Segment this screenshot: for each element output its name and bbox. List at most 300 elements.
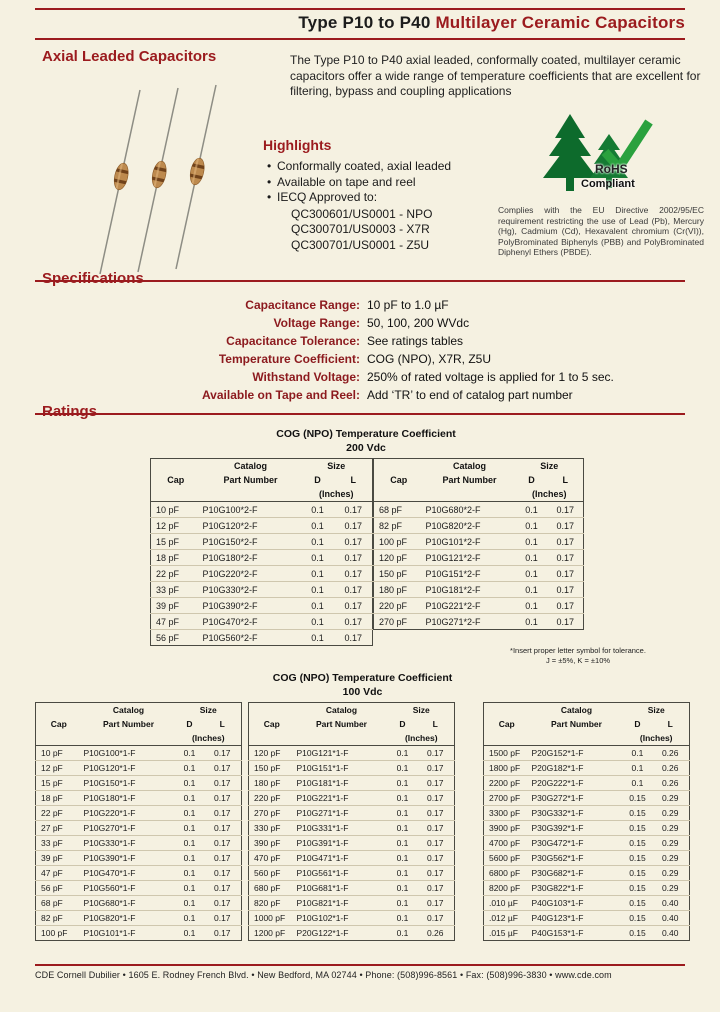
part-number-cell: P10G180*1-F bbox=[82, 791, 176, 806]
d-cell: 0.1 bbox=[516, 582, 548, 598]
d-cell: 0.1 bbox=[176, 791, 204, 806]
l-cell: 0.17 bbox=[204, 791, 242, 806]
cap-cell: 3900 pF bbox=[483, 821, 529, 836]
table-row bbox=[151, 582, 373, 598]
l-cell: 0.17 bbox=[213, 928, 231, 938]
highlights-title: Highlights bbox=[263, 137, 332, 153]
part-number-cell: P20G122*1-F bbox=[296, 928, 349, 938]
l-cell: 0.17 bbox=[416, 761, 454, 776]
d-cell: 0.1 bbox=[623, 776, 651, 791]
table-row bbox=[248, 881, 454, 896]
table-row bbox=[248, 746, 454, 761]
ratings-table-200v-left bbox=[150, 458, 373, 646]
table-row bbox=[248, 776, 454, 791]
cap-cell: 27 pF bbox=[36, 821, 82, 836]
d-cell: 0.1 bbox=[301, 614, 335, 630]
l-cell: 0.17 bbox=[416, 896, 454, 911]
part-number-cell: P10G121*2-F bbox=[424, 550, 516, 566]
cap-cell: 680 pF bbox=[248, 881, 294, 896]
l-cell: 0.17 bbox=[204, 836, 242, 851]
l-cell: 0.17 bbox=[344, 632, 363, 643]
cap-cell: 6800 pF bbox=[483, 866, 529, 881]
table-row bbox=[151, 502, 373, 518]
part-number-cell: P20G152*1-F bbox=[529, 746, 623, 761]
table-row bbox=[483, 881, 689, 896]
ratings-rule bbox=[35, 413, 685, 415]
header-catalog: Catalog bbox=[325, 705, 358, 715]
cap-cell: 33 pF bbox=[151, 582, 201, 598]
capacitor-body bbox=[149, 159, 169, 189]
l-cell: 0.17 bbox=[335, 550, 373, 566]
table-row bbox=[36, 806, 242, 821]
spec-value: See ratings tables bbox=[367, 334, 464, 348]
spec-row bbox=[35, 350, 685, 368]
cap-cell: 150 pF bbox=[374, 566, 424, 582]
header-l: L bbox=[562, 475, 569, 485]
cap-cell: 5600 pF bbox=[483, 851, 529, 866]
spec-row bbox=[35, 314, 685, 332]
header-cap: Cap bbox=[263, 719, 280, 729]
part-number-cell: P10G271*1-F bbox=[294, 806, 388, 821]
cap-cell: 270 pF bbox=[379, 616, 408, 627]
cap-cell: 22 pF bbox=[36, 806, 82, 821]
l-cell: 0.17 bbox=[416, 851, 454, 866]
cap-cell: 56 pF bbox=[36, 881, 82, 896]
table-row bbox=[36, 896, 242, 911]
table-row bbox=[36, 776, 242, 791]
specifications-title: Specifications bbox=[42, 270, 144, 287]
table-header bbox=[248, 703, 454, 746]
part-number-cell: P30G332*1-F bbox=[529, 806, 623, 821]
table-row bbox=[483, 851, 689, 866]
table-row bbox=[374, 550, 584, 566]
header-part-number: Part Number bbox=[102, 719, 154, 729]
part-number-cell: P10G820*2-F bbox=[424, 518, 516, 534]
table-row bbox=[151, 598, 373, 614]
cap-cell: 3300 pF bbox=[483, 806, 529, 821]
header-d: D bbox=[528, 475, 535, 485]
l-cell: 0.17 bbox=[335, 614, 373, 630]
cap-cell: 120 pF bbox=[374, 550, 424, 566]
cap-cell: 18 pF bbox=[36, 791, 82, 806]
part-number-cell: P30G562*1-F bbox=[529, 851, 623, 866]
part-number-cell: P10G220*2-F bbox=[201, 566, 301, 582]
cap-cell: 390 pF bbox=[248, 836, 294, 851]
d-cell: 0.1 bbox=[516, 502, 548, 518]
header-inches: (Inches) bbox=[319, 489, 354, 499]
part-number-cell: P10G120*1-F bbox=[82, 761, 176, 776]
cap-cell: 100 pF bbox=[41, 928, 68, 938]
part-number-cell: P10G181*1-F bbox=[294, 776, 388, 791]
d-cell: 0.15 bbox=[623, 881, 651, 896]
part-number-cell: P30G822*1-F bbox=[529, 881, 623, 896]
table-row bbox=[36, 821, 242, 836]
cap-cell: 56 pF bbox=[156, 632, 180, 643]
d-cell: 0.15 bbox=[629, 928, 646, 938]
specifications-heading-block bbox=[0, 270, 720, 290]
l-cell: 0.17 bbox=[548, 502, 584, 518]
header-part-number: Part Number bbox=[315, 719, 367, 729]
cap-cell: 10 pF bbox=[36, 746, 82, 761]
l-cell: 0.17 bbox=[204, 746, 242, 761]
cap-cell: .010 µF bbox=[483, 896, 529, 911]
cap-cell: 68 pF bbox=[374, 502, 424, 518]
l-cell: 0.29 bbox=[651, 791, 689, 806]
header-catalog: Catalog bbox=[112, 705, 145, 715]
table-row bbox=[374, 614, 584, 630]
table-row bbox=[151, 630, 373, 646]
capacitor-body bbox=[187, 156, 207, 186]
l-cell: 0.17 bbox=[548, 582, 584, 598]
table-row bbox=[36, 746, 242, 761]
header-size: Size bbox=[199, 705, 217, 715]
d-cell: 0.1 bbox=[396, 928, 409, 938]
table-header bbox=[483, 703, 689, 746]
cap-cell: 220 pF bbox=[374, 598, 424, 614]
table-row bbox=[248, 821, 454, 836]
cap-cell: 47 pF bbox=[151, 614, 201, 630]
cap-cell: 47 pF bbox=[36, 866, 82, 881]
cap-cell: .012 µF bbox=[483, 911, 529, 926]
approval-line: QC300701/US0001 - Z5U bbox=[291, 237, 430, 252]
l-cell: 0.17 bbox=[416, 746, 454, 761]
cap-cell: 1000 pF bbox=[248, 911, 294, 926]
d-cell: 0.1 bbox=[176, 896, 204, 911]
d-cell: 0.1 bbox=[388, 836, 416, 851]
part-number-cell: P10G221*2-F bbox=[424, 598, 516, 614]
spec-label: Withstand Voltage: bbox=[252, 370, 360, 384]
table-row bbox=[151, 518, 373, 534]
spec-row bbox=[35, 332, 685, 350]
header-part-number: Part Number bbox=[442, 475, 497, 485]
part-number-cell: P10G560*1-F bbox=[82, 881, 176, 896]
d-cell: 0.1 bbox=[176, 746, 204, 761]
table-row bbox=[36, 761, 242, 776]
d-cell: 0.1 bbox=[301, 518, 335, 534]
ratings-tables-200v bbox=[150, 458, 584, 646]
spec-label: Available on Tape and Reel: bbox=[201, 388, 360, 402]
header-d: D bbox=[634, 719, 641, 729]
footer-contact-line: CDE Cornell Dubilier • 1605 E. Rodney French Blvd. • New Bedford, MA 02744 • Phone: (508)996-8561 • Fax: (508)996-3830 • www.cde.com bbox=[35, 970, 612, 980]
highlights-section bbox=[263, 137, 513, 253]
header-l: L bbox=[667, 719, 673, 729]
part-number-cell: P40G103*1-F bbox=[529, 896, 623, 911]
d-cell: 0.1 bbox=[301, 582, 335, 598]
cap-cell: 1500 pF bbox=[483, 746, 529, 761]
l-cell: 0.17 bbox=[204, 776, 242, 791]
l-cell: 0.17 bbox=[548, 518, 584, 534]
cap-cell: 330 pF bbox=[248, 821, 294, 836]
d-cell: 0.1 bbox=[516, 566, 548, 582]
d-cell: 0.1 bbox=[301, 502, 335, 518]
d-cell: 0.1 bbox=[623, 746, 651, 761]
cap-cell: 180 pF bbox=[374, 582, 424, 598]
l-cell: 0.40 bbox=[651, 896, 689, 911]
approval-line: QC300701/US0003 - X7R bbox=[291, 222, 430, 236]
l-cell: 0.17 bbox=[204, 896, 242, 911]
spec-value: 250% of rated voltage is applied for 1 to 5 sec. bbox=[367, 370, 614, 384]
part-number-cell: P30G472*1-F bbox=[529, 836, 623, 851]
ratings-table-100v-col2 bbox=[248, 702, 455, 941]
axial-capacitors-photo bbox=[82, 82, 232, 282]
l-cell: 0.17 bbox=[204, 881, 242, 896]
specifications-list bbox=[35, 296, 685, 404]
cap-cell: 22 pF bbox=[151, 566, 201, 582]
cap-cell: 39 pF bbox=[36, 851, 82, 866]
cap-cell: 180 pF bbox=[248, 776, 294, 791]
table-row bbox=[483, 821, 689, 836]
l-cell: 0.17 bbox=[416, 866, 454, 881]
header-part-number: Part Number bbox=[550, 719, 602, 729]
cap-cell: 220 pF bbox=[248, 791, 294, 806]
l-cell: 0.17 bbox=[416, 881, 454, 896]
table-row bbox=[36, 911, 242, 926]
part-number-cell: P10G101*2-F bbox=[424, 534, 516, 550]
d-cell: 0.15 bbox=[623, 821, 651, 836]
part-number-cell: P10G151*1-F bbox=[294, 761, 388, 776]
l-cell: 0.40 bbox=[661, 928, 679, 938]
l-cell: 0.29 bbox=[651, 806, 689, 821]
table-title-100v: COG (NPO) Temperature Coefficient bbox=[272, 672, 453, 684]
cap-cell: 470 pF bbox=[248, 851, 294, 866]
intro-paragraph: The Type P10 to P40 axial leaded, conformally coated, multilayer ceramic capacitors offer a wide range of temperature coefficients that are excellent for filtering, bypass and coupling applications bbox=[290, 53, 701, 98]
table-row bbox=[151, 550, 373, 566]
d-cell: 0.15 bbox=[623, 851, 651, 866]
ratings-heading-block bbox=[0, 403, 720, 423]
part-number-cell: P10G151*2-F bbox=[424, 566, 516, 582]
cap-cell: 1200 pF bbox=[253, 928, 286, 938]
l-cell: 0.17 bbox=[335, 518, 373, 534]
part-number-cell: P10G471*1-F bbox=[294, 851, 388, 866]
header-l: L bbox=[350, 475, 356, 485]
table-title-200v: COG (NPO) Temperature Coefficient bbox=[276, 428, 456, 440]
table-row bbox=[483, 776, 689, 791]
spec-value: 50, 100, 200 WVdc bbox=[367, 316, 470, 330]
d-cell: 0.1 bbox=[176, 776, 204, 791]
l-cell: 0.17 bbox=[335, 582, 373, 598]
d-cell: 0.1 bbox=[388, 776, 416, 791]
header-catalog: Catalog bbox=[453, 461, 487, 471]
part-number-cell: P10G330*1-F bbox=[82, 836, 176, 851]
d-cell: 0.1 bbox=[516, 598, 548, 614]
l-cell: 0.26 bbox=[426, 928, 444, 938]
d-cell: 0.1 bbox=[301, 598, 335, 614]
l-cell: 0.17 bbox=[416, 776, 454, 791]
l-cell: 0.17 bbox=[548, 598, 584, 614]
spec-label: Capacitance Range: bbox=[245, 298, 360, 312]
d-cell: 0.1 bbox=[388, 866, 416, 881]
part-number-cell: P30G392*1-F bbox=[529, 821, 623, 836]
l-cell: 0.40 bbox=[651, 911, 689, 926]
l-cell: 0.17 bbox=[556, 616, 575, 627]
l-cell: 0.17 bbox=[548, 550, 584, 566]
table-row bbox=[36, 851, 242, 866]
part-number-cell: P10G120*2-F bbox=[201, 518, 301, 534]
rohs-compliant-label: Compliant bbox=[581, 178, 635, 190]
table-row bbox=[374, 582, 584, 598]
table-row bbox=[36, 791, 242, 806]
header-catalog: Catalog bbox=[233, 461, 267, 471]
table-row bbox=[483, 911, 689, 926]
l-cell: 0.17 bbox=[335, 502, 373, 518]
footer-rule bbox=[35, 964, 685, 966]
table-row bbox=[248, 761, 454, 776]
part-number-cell: P10G221*1-F bbox=[294, 791, 388, 806]
d-cell: 0.1 bbox=[388, 821, 416, 836]
l-cell: 0.17 bbox=[416, 821, 454, 836]
part-number-cell: P10G181*2-F bbox=[424, 582, 516, 598]
table-row bbox=[483, 866, 689, 881]
l-cell: 0.29 bbox=[651, 881, 689, 896]
d-cell: 0.15 bbox=[623, 791, 651, 806]
l-cell: 0.29 bbox=[651, 866, 689, 881]
part-number-cell: P10G330*2-F bbox=[201, 582, 301, 598]
part-number-cell: P10G150*1-F bbox=[82, 776, 176, 791]
highlight-item: • Conformally coated, axial leaded bbox=[263, 159, 513, 175]
cap-cell: 15 pF bbox=[151, 534, 201, 550]
part-number-cell: P10G100*2-F bbox=[201, 502, 301, 518]
d-cell: 0.1 bbox=[176, 851, 204, 866]
d-cell: 0.1 bbox=[301, 566, 335, 582]
part-number-cell: P10G270*1-F bbox=[82, 821, 176, 836]
approval-line: QC300601/US0001 - NPO bbox=[291, 206, 433, 221]
table-row bbox=[36, 926, 242, 941]
iecq-approvals bbox=[263, 207, 513, 254]
part-number-cell: P10G470*1-F bbox=[82, 866, 176, 881]
header-cap: Cap bbox=[498, 719, 515, 729]
spec-value: 10 pF to 1.0 µF bbox=[367, 298, 449, 312]
part-number-cell: P40G123*1-F bbox=[529, 911, 623, 926]
header-cap: Cap bbox=[390, 475, 408, 485]
part-number-cell: P40G153*1-F bbox=[531, 928, 584, 938]
part-number-cell: P10G560*2-F bbox=[202, 632, 258, 643]
l-cell: 0.17 bbox=[204, 851, 242, 866]
spec-row bbox=[35, 386, 685, 404]
d-cell: 0.15 bbox=[623, 911, 651, 926]
table-row bbox=[483, 746, 689, 761]
header-catalog: Catalog bbox=[560, 705, 593, 715]
cap-cell: 820 pF bbox=[248, 896, 294, 911]
cap-cell: 2700 pF bbox=[483, 791, 529, 806]
table-row bbox=[483, 836, 689, 851]
d-cell: 0.1 bbox=[623, 761, 651, 776]
l-cell: 0.17 bbox=[204, 761, 242, 776]
rohs-trees-icon bbox=[535, 110, 665, 210]
table-row bbox=[248, 806, 454, 821]
footnote-line: J = ±5%, K = ±10% bbox=[545, 655, 611, 665]
d-cell: 0.1 bbox=[183, 928, 196, 938]
table-subtitle-200v: 200 Vdc bbox=[346, 442, 386, 454]
cap-cell: 150 pF bbox=[248, 761, 294, 776]
l-cell: 0.26 bbox=[651, 746, 689, 761]
l-cell: 0.17 bbox=[416, 791, 454, 806]
l-cell: 0.26 bbox=[651, 761, 689, 776]
table-row bbox=[374, 534, 584, 550]
part-number-cell: P30G682*1-F bbox=[529, 866, 623, 881]
d-cell: 0.15 bbox=[623, 836, 651, 851]
header-rule bbox=[35, 38, 685, 40]
part-number-cell: P10G390*2-F bbox=[201, 598, 301, 614]
table-row bbox=[36, 866, 242, 881]
d-cell: 0.1 bbox=[516, 534, 548, 550]
part-number-cell: P10G391*1-F bbox=[294, 836, 388, 851]
header-size: Size bbox=[647, 705, 665, 715]
table-row bbox=[151, 566, 373, 582]
part-number-cell: P10G821*1-F bbox=[294, 896, 388, 911]
cap-cell: 560 pF bbox=[248, 866, 294, 881]
header-size: Size bbox=[540, 461, 559, 471]
d-cell: 0.1 bbox=[176, 806, 204, 821]
d-cell: 0.1 bbox=[301, 550, 335, 566]
cap-cell: 68 pF bbox=[36, 896, 82, 911]
table-header bbox=[151, 459, 373, 502]
spec-label: Temperature Coefficient: bbox=[218, 352, 360, 366]
part-number-cell: P10G100*1-F bbox=[82, 746, 176, 761]
table-row bbox=[248, 911, 454, 926]
d-cell: 0.1 bbox=[516, 518, 548, 534]
cap-cell: 82 pF bbox=[36, 911, 82, 926]
part-number-cell: P10G220*1-F bbox=[82, 806, 176, 821]
header-part-number: Part Number bbox=[223, 475, 278, 485]
d-cell: 0.1 bbox=[516, 550, 548, 566]
header-l: L bbox=[219, 719, 225, 729]
highlights-list bbox=[263, 159, 513, 206]
l-cell: 0.17 bbox=[204, 806, 242, 821]
cap-cell: 10 pF bbox=[151, 502, 201, 518]
l-cell: 0.26 bbox=[651, 776, 689, 791]
l-cell: 0.17 bbox=[416, 836, 454, 851]
table-row bbox=[483, 761, 689, 776]
l-cell: 0.17 bbox=[335, 566, 373, 582]
table-row bbox=[483, 896, 689, 911]
table-header bbox=[36, 703, 242, 746]
table-row bbox=[151, 614, 373, 630]
d-cell: 0.1 bbox=[301, 534, 335, 550]
header-d: D bbox=[314, 475, 321, 485]
header-size: Size bbox=[327, 461, 346, 471]
part-number-cell: P20G222*1-F bbox=[529, 776, 623, 791]
d-cell: 0.1 bbox=[311, 632, 324, 643]
spec-value: COG (NPO), X7R, Z5U bbox=[367, 352, 492, 366]
d-cell: 0.15 bbox=[623, 896, 651, 911]
table-row bbox=[483, 806, 689, 821]
page-title-product: Multilayer Ceramic Capacitors bbox=[435, 13, 685, 32]
part-number-cell: P20G182*1-F bbox=[529, 761, 623, 776]
tolerance-footnote bbox=[478, 646, 678, 665]
footnote-line: *Insert proper letter symbol for tolerance. bbox=[510, 646, 646, 655]
spec-label: Capacitance Tolerance: bbox=[226, 334, 360, 348]
cap-cell: 1800 pF bbox=[483, 761, 529, 776]
l-cell: 0.17 bbox=[335, 598, 373, 614]
page-title-type: Type P10 to P40 bbox=[298, 13, 431, 32]
cap-cell: 12 pF bbox=[151, 518, 201, 534]
table-header bbox=[374, 459, 584, 502]
cap-cell: 18 pF bbox=[151, 550, 201, 566]
table-row bbox=[248, 896, 454, 911]
highlight-item: • Available on tape and reel bbox=[263, 175, 513, 191]
table-subtitle-100v: 100 Vdc bbox=[342, 686, 383, 698]
cap-cell: 8200 pF bbox=[483, 881, 529, 896]
l-cell: 0.17 bbox=[548, 566, 584, 582]
part-number-cell: P10G271*2-F bbox=[425, 616, 481, 627]
spec-label: Voltage Range: bbox=[273, 316, 360, 330]
spec-row bbox=[35, 296, 685, 314]
part-number-cell: P10G121*1-F bbox=[294, 746, 388, 761]
l-cell: 0.17 bbox=[416, 806, 454, 821]
rohs-compliance-text: Complies with the EU Directive 2002/95/EC requirement restricting the use of Lead (Pb), Mercury (Hg), Cadmium (Cd), Hexavalent chromium (Cr(VI)), PolyBrominated Biphenyls (PBB) and PolyBrominated Diphenyl Ethers (PBDE). bbox=[498, 205, 704, 257]
part-number-cell: P10G681*1-F bbox=[294, 881, 388, 896]
page-title bbox=[298, 13, 685, 33]
